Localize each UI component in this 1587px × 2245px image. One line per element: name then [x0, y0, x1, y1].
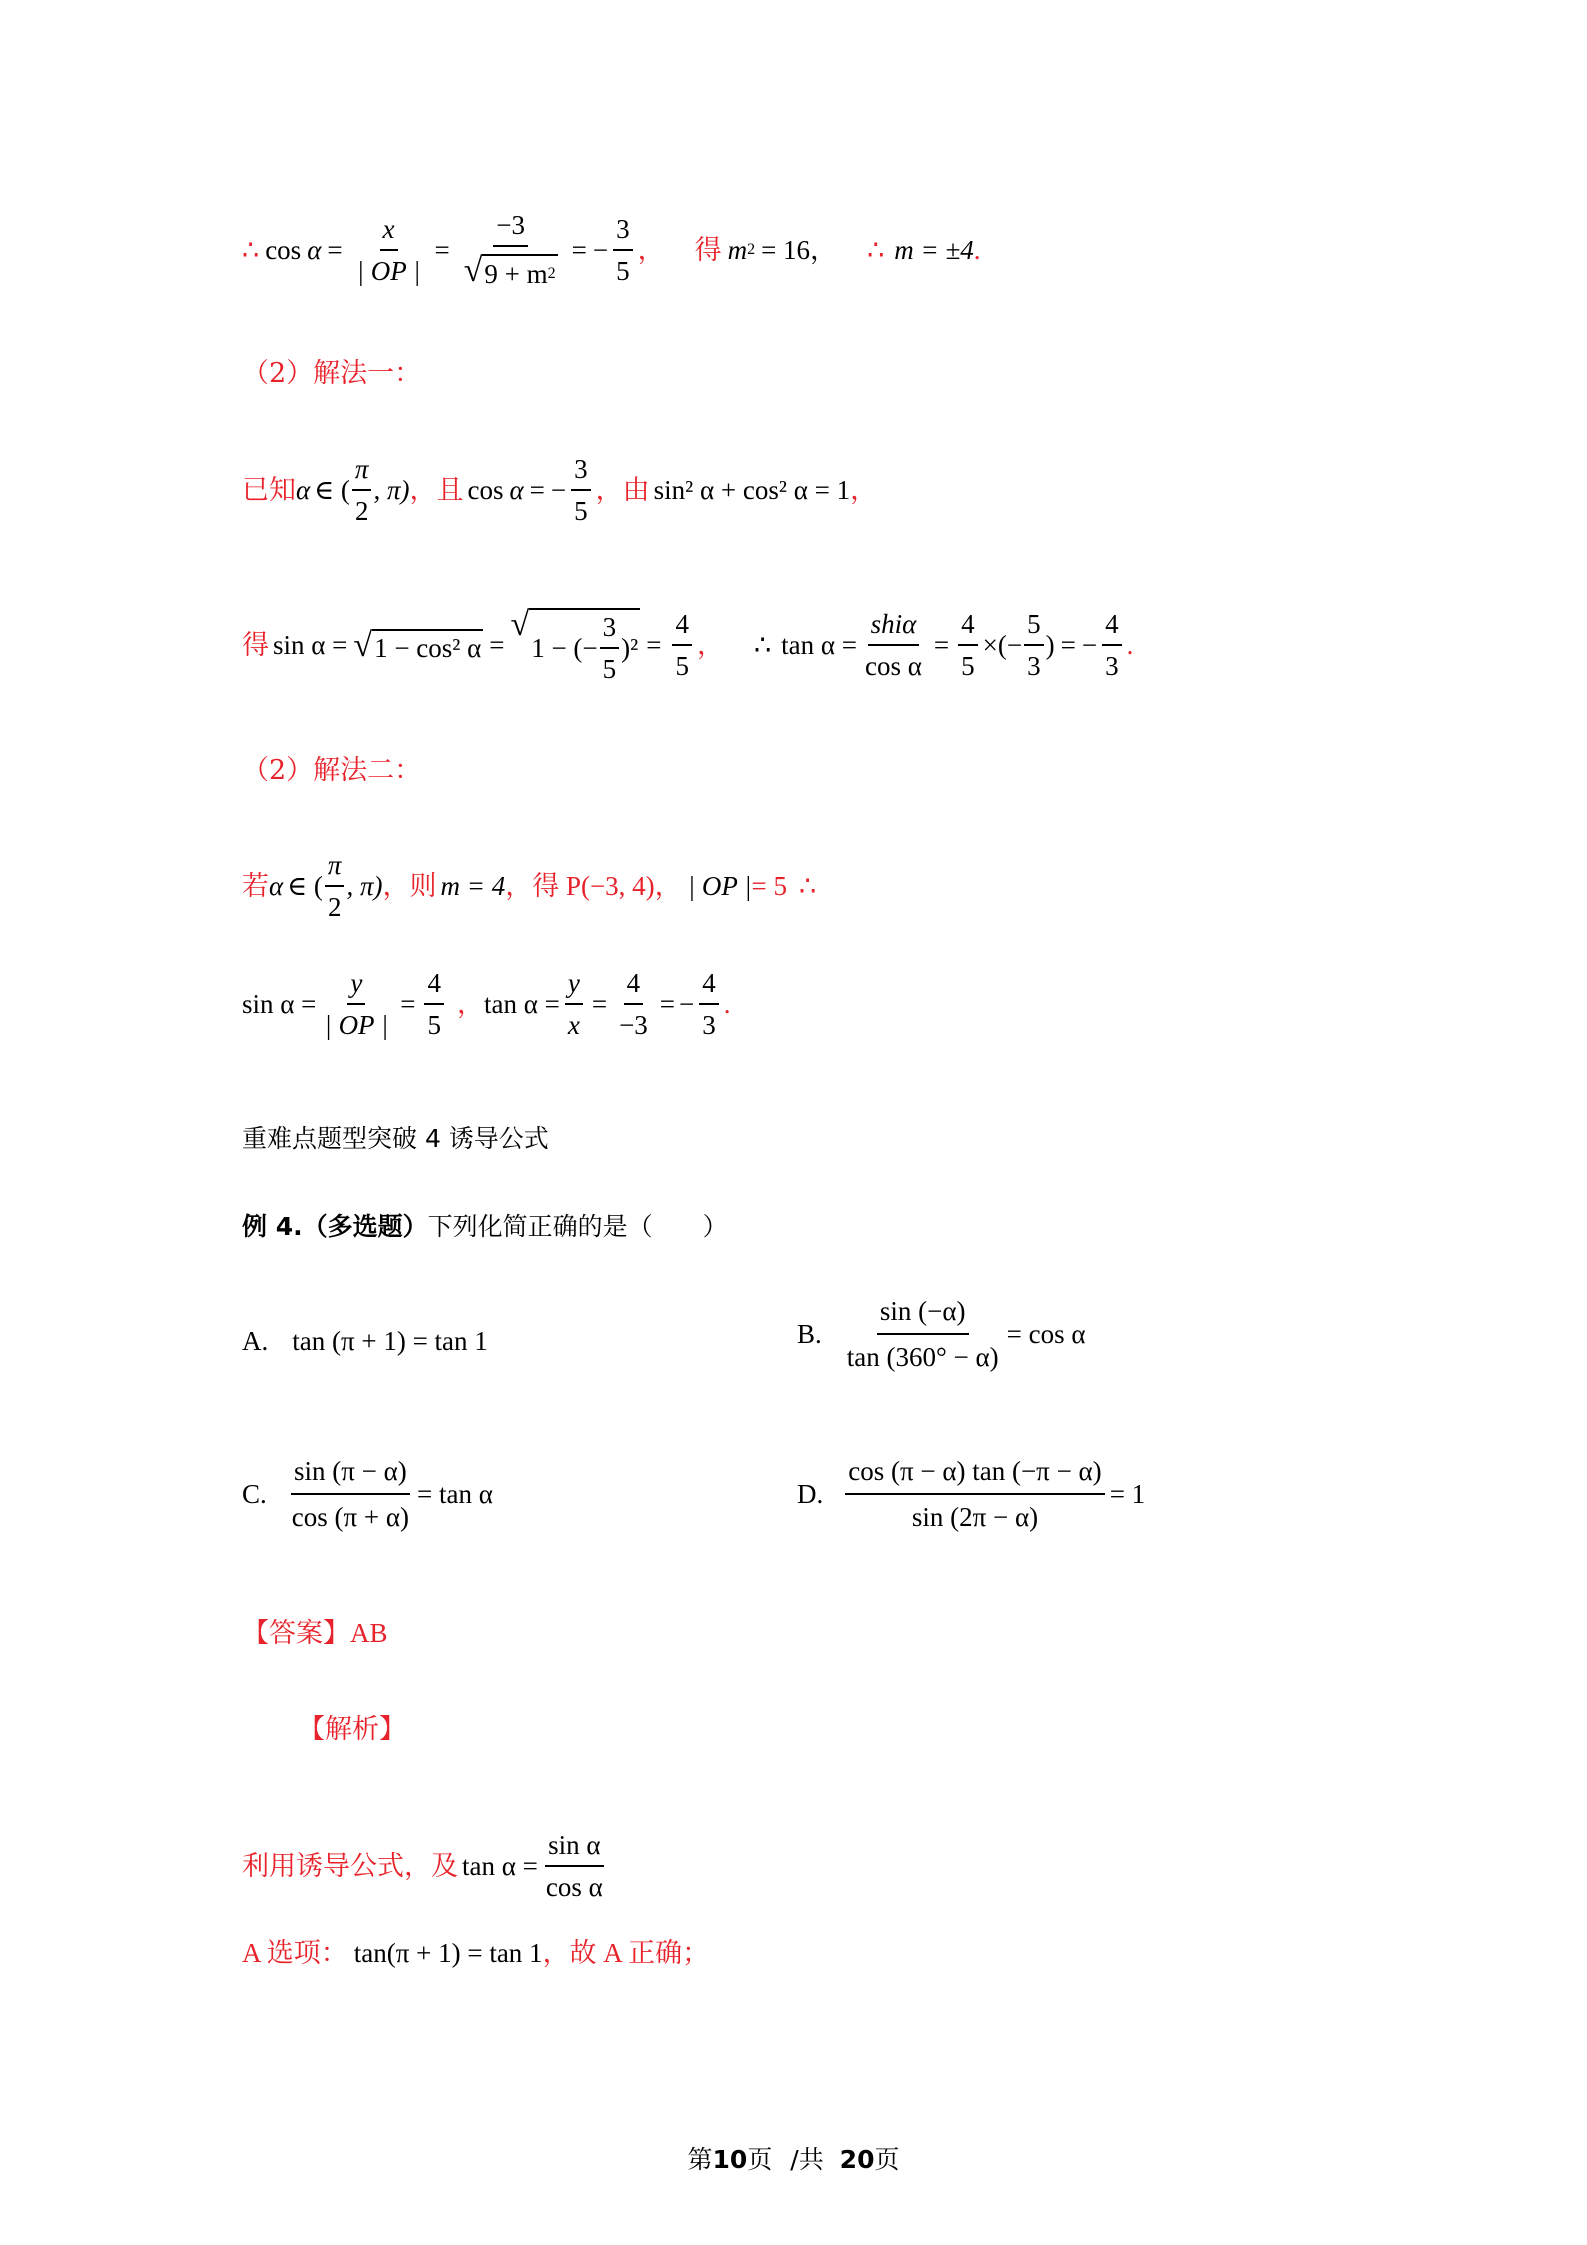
text: =	[571, 234, 587, 265]
text: , π)	[346, 871, 383, 901]
option-label: A.	[242, 1326, 269, 1356]
text: )²	[621, 633, 639, 663]
text: −3	[619, 1010, 648, 1040]
text: cos (π − α) tan (−π − α)	[845, 1456, 1104, 1495]
text: 2	[354, 496, 369, 526]
therefore-symbol: ∴	[242, 234, 260, 265]
text: y	[347, 970, 365, 1005]
text: ∈ (	[287, 871, 323, 901]
text: 4	[672, 611, 692, 646]
solution-1-heading: （2）解法一：	[242, 358, 422, 389]
text: 若	[242, 871, 269, 901]
text: 得	[694, 234, 722, 265]
text: 5	[1024, 611, 1044, 646]
text: tan(π + 1) = tan 1	[353, 1938, 543, 1968]
text: =	[659, 989, 676, 1019]
text: | OP |	[356, 255, 421, 286]
text: tan α =	[462, 1851, 538, 1881]
text: =	[1060, 630, 1076, 660]
text: sin α	[545, 1832, 603, 1867]
text: 3	[613, 216, 633, 251]
text: .	[973, 234, 981, 265]
text: | OP |	[687, 871, 752, 901]
text: 已知	[242, 475, 296, 505]
option-label: B.	[797, 1319, 822, 1349]
text: 5	[574, 496, 588, 526]
text: 得	[242, 630, 269, 660]
option-label: D.	[797, 1479, 824, 1509]
therefore-symbol: ∴	[753, 630, 772, 660]
text: 4	[699, 970, 719, 1005]
text: =	[489, 630, 505, 660]
text: 5	[675, 651, 689, 681]
text: m = 4	[440, 871, 506, 901]
text: cos α	[545, 1872, 603, 1902]
line-induction-formula	[242, 1832, 611, 1901]
text: tan α =	[781, 630, 858, 660]
text: /共	[790, 2145, 824, 2174]
fraction-4-5	[958, 611, 978, 680]
line-sin-tan-result	[242, 970, 731, 1039]
text: α	[296, 475, 311, 505]
text: )	[1045, 630, 1055, 660]
fraction-4-5	[672, 611, 692, 680]
text: =	[327, 234, 343, 265]
therefore-symbol: ∴	[867, 234, 885, 265]
text: 2	[547, 265, 556, 282]
fraction-sin-cos	[543, 1832, 606, 1901]
text: 页	[747, 2145, 773, 2174]
fraction-3-5	[613, 213, 633, 286]
text: .	[1126, 630, 1134, 660]
example-question	[242, 1214, 728, 1239]
line-second-method	[242, 852, 816, 921]
answer-label: 【答案】	[242, 1618, 350, 1648]
text: sin α =	[273, 630, 348, 660]
line-cos-derivation	[242, 212, 981, 288]
example-label: 例 4.	[242, 1212, 303, 1241]
text: x	[380, 216, 398, 251]
option-d	[797, 1456, 1145, 1533]
text: = 1	[1109, 1479, 1146, 1509]
text: = 16，	[761, 234, 838, 265]
text: 3	[600, 614, 620, 649]
line-option-a-analysis	[242, 1940, 709, 1967]
text: 3	[702, 1010, 716, 1040]
text: 3	[1027, 651, 1041, 681]
text: 5	[961, 651, 975, 681]
text: 3	[1105, 651, 1119, 681]
text: =	[400, 989, 416, 1019]
option-expression: tan (π + 1) = tan 1	[292, 1326, 488, 1356]
text: 4	[424, 970, 444, 1005]
text: ，且	[409, 475, 464, 505]
text: = tan α	[417, 1479, 493, 1509]
example-tag: （多选题）	[302, 1212, 428, 1241]
sqrt: √ 9 + m 2	[463, 252, 556, 289]
text: , π)	[373, 475, 410, 505]
text: −	[550, 475, 567, 505]
text: π	[325, 852, 345, 887]
text: −	[679, 989, 695, 1019]
text: 5	[602, 654, 617, 684]
text: −	[1081, 630, 1098, 660]
option-a	[242, 1326, 488, 1357]
text: ，	[456, 989, 484, 1019]
example-text: 下列化简正确的是（ ）	[427, 1212, 728, 1241]
text: cos	[265, 234, 302, 265]
text: 2	[747, 241, 756, 258]
fraction-4-3	[699, 970, 719, 1039]
text: x	[567, 1010, 580, 1040]
text: | OP |	[324, 1010, 389, 1040]
section-title: 重难点题型突破 4 诱导公式	[242, 1124, 549, 1153]
text: A 选项：	[242, 1938, 348, 1968]
text: m = ±4	[894, 234, 974, 265]
text: ×(−	[982, 630, 1023, 660]
text: sin α =	[242, 989, 317, 1019]
text: sin (π − α)	[291, 1456, 410, 1495]
fraction	[289, 1456, 412, 1533]
text: α	[509, 475, 524, 505]
fraction-neg3-sqrt	[461, 212, 561, 288]
fraction	[844, 1296, 1002, 1373]
fraction-pi-2	[325, 852, 345, 921]
text: 4	[958, 611, 978, 646]
text: =	[591, 989, 608, 1019]
text: ，得 P(−3, 4)，	[505, 871, 682, 901]
line-given-condition	[242, 456, 877, 525]
page-footer	[0, 2140, 1587, 2176]
text: =	[933, 630, 950, 660]
text: sin (−α)	[877, 1296, 969, 1335]
solution-2-heading: （2）解法二：	[242, 755, 422, 786]
text: =	[646, 630, 662, 660]
text: ，由	[595, 475, 650, 505]
text: −3	[493, 212, 528, 247]
text: .	[723, 989, 731, 1019]
option-b	[797, 1296, 1086, 1373]
text: −	[592, 234, 609, 265]
fraction-3-5	[600, 614, 620, 683]
option-label: C.	[242, 1479, 267, 1509]
sqrt: √ 1 − cos² α	[353, 626, 482, 664]
analysis-label: 【解析】	[298, 1714, 406, 1745]
text: = 5	[751, 871, 788, 901]
text: α	[269, 871, 284, 901]
text: ，	[696, 630, 724, 660]
text: y	[565, 970, 583, 1005]
fraction	[845, 1456, 1104, 1533]
text: 3	[571, 456, 591, 491]
text: 5	[616, 255, 630, 286]
text: sin (2π − α)	[911, 1502, 1039, 1532]
text: 4	[624, 970, 644, 1005]
fraction-4-3	[1102, 611, 1122, 680]
fraction-y-x	[565, 970, 583, 1039]
text: =	[434, 234, 450, 265]
text: 9 + m	[484, 258, 548, 289]
option-c	[242, 1456, 493, 1533]
text: cos α	[865, 651, 922, 681]
text: tan α =	[483, 989, 560, 1019]
fraction-y-op	[321, 970, 391, 1039]
text: 4	[1102, 611, 1122, 646]
line-sin-tan-calculation	[242, 608, 1133, 683]
text: shiα	[868, 611, 920, 646]
text: 5	[427, 1010, 441, 1040]
total-page-count: 20	[839, 2145, 875, 2174]
text: cos (π + α)	[291, 1502, 409, 1532]
text: ∈ (	[314, 475, 350, 505]
text: α	[307, 234, 322, 265]
text: =	[529, 475, 545, 505]
text: ，	[850, 475, 878, 505]
sqrt: √ 1 − (− $\frac{3}{5}$ )²	[510, 606, 639, 684]
text: 页	[874, 2145, 900, 2174]
fraction-5-3	[1024, 611, 1044, 680]
text: 2	[327, 892, 342, 922]
current-page-number: 10	[712, 2145, 748, 2174]
text: ，	[637, 234, 665, 265]
answer-line	[242, 1620, 388, 1647]
text: sin² α + cos² α = 1	[653, 475, 851, 505]
text: 第	[687, 2145, 713, 2174]
fraction-pi-2	[352, 456, 372, 525]
text: 1 − (−	[531, 633, 598, 663]
text: m	[727, 234, 748, 265]
text: ，故 A 正确；	[542, 1938, 710, 1968]
text: tan (360° − α)	[846, 1342, 999, 1372]
text: π	[352, 456, 372, 491]
fraction-3-5	[571, 456, 591, 525]
fraction-x-op	[354, 213, 424, 286]
text: cos	[467, 475, 504, 505]
answer-value: AB	[350, 1618, 388, 1648]
fraction-shi-cos	[862, 611, 925, 680]
fraction-4-5	[424, 970, 444, 1039]
therefore-symbol: ∴	[799, 871, 817, 901]
text: 1 − cos² α	[372, 629, 483, 663]
text: 利用诱导公式，及	[242, 1851, 458, 1881]
fraction-4-neg3	[616, 970, 651, 1039]
text: ，则	[382, 871, 437, 901]
text: = cos α	[1006, 1319, 1086, 1349]
